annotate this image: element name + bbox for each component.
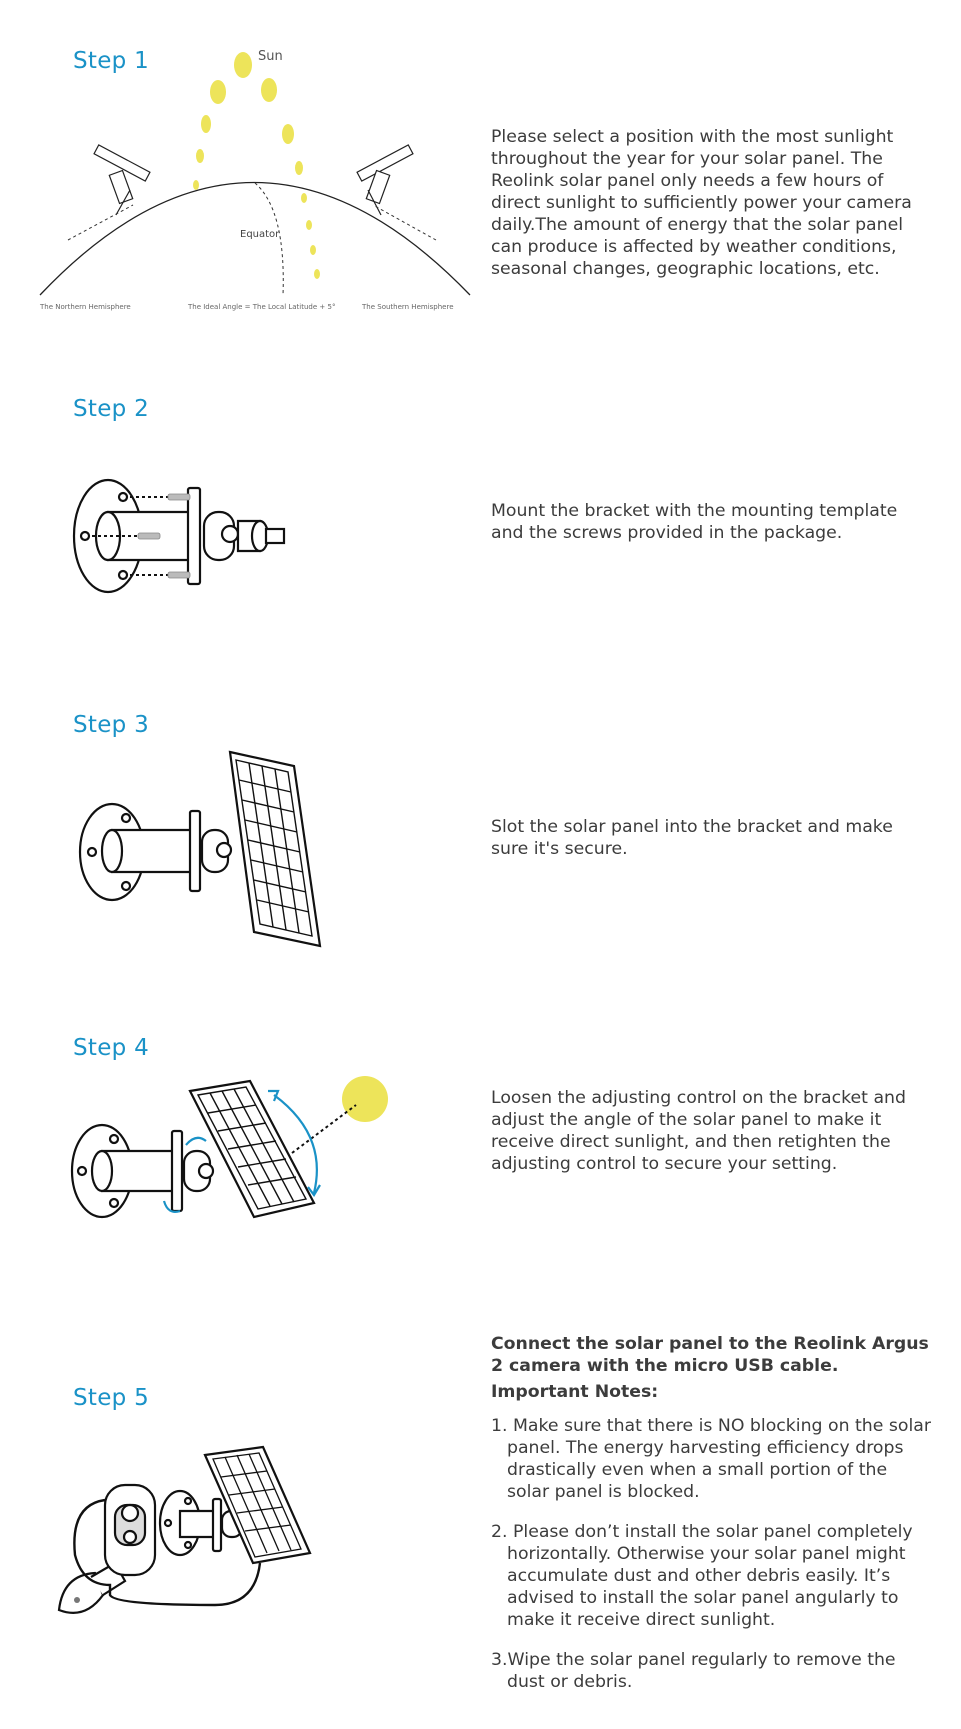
- southern-hemisphere-label: The Southern Hemisphere: [362, 303, 454, 311]
- note-2: 2. Please don’t install the solar panel completely horizontally. Otherwise your solar panel might accumulate dust and other debris easily. It’s advised to install the solar panel angularly to make it receive direct sunlight.: [491, 1522, 913, 1630]
- step-1-title: Step 1: [73, 48, 150, 74]
- sun-path-diagram: [38, 40, 478, 340]
- step-2-section: [0, 330, 961, 660]
- sun-icon: [342, 1076, 388, 1122]
- ideal-angle-label: The Ideal Angle = The Local Latitude + 5°: [188, 303, 336, 311]
- step-5-content: [491, 1333, 931, 1711]
- left-solar-panel-icon: [94, 145, 150, 215]
- step-5-title: Step 5: [73, 1385, 150, 1411]
- sun-positions: [193, 52, 320, 279]
- step-2-description: Mount the bracket with the mounting template and the screws provided in the package.: [491, 501, 898, 543]
- step-4-section: [0, 980, 961, 1300]
- step-2-title: Step 2: [73, 396, 150, 422]
- step-1-section: [0, 0, 961, 330]
- adjust-angle-illustration: [68, 1075, 398, 1245]
- northern-hemisphere-label: The Northern Hemisphere: [40, 303, 131, 311]
- bracket-mounting-illustration: [68, 476, 308, 606]
- step-4-description: Loosen the adjusting control on the bracket and adjust the angle of the solar panel to make it receive direct sunlight, and then retighten the adjusting control to secure your setting.: [491, 1088, 906, 1174]
- camera-connection-illustration: [55, 1445, 355, 1630]
- equator-label: Equator: [240, 229, 280, 240]
- step-4-title: Step 4: [73, 1035, 150, 1061]
- right-solar-panel-icon: [357, 145, 413, 215]
- solar-panel-in-bracket-illustration: [78, 746, 338, 956]
- note-3: 3.Wipe the solar panel regularly to remove the dust or debris.: [491, 1650, 896, 1692]
- step-3-section: [0, 660, 961, 980]
- step-1-description: Please select a position with the most sunlight throughout the year for your solar panel. The Reolink solar panel only needs a few hours of direct sunlight to sufficiently power your camera daily.The amount of energy that the solar panel can produce is affected by weather conditions, seasonal changes, geographic locations, etc.: [491, 127, 912, 279]
- step-5-heading: Connect the solar panel to the Reolink Argus 2 camera with the micro USB cable.: [491, 1334, 929, 1376]
- important-notes-title: Important Notes:: [491, 1382, 659, 1402]
- step-3-description: Slot the solar panel into the bracket and make sure it's secure.: [491, 817, 893, 859]
- step-5-section: [0, 1300, 961, 1729]
- step-3-title: Step 3: [73, 712, 150, 738]
- note-1: 1. Make sure that there is NO blocking on the solar panel. The energy harvesting efficiency drops drastically even when a small portion of the solar panel is blocked.: [491, 1416, 931, 1502]
- sun-label: Sun: [258, 49, 283, 64]
